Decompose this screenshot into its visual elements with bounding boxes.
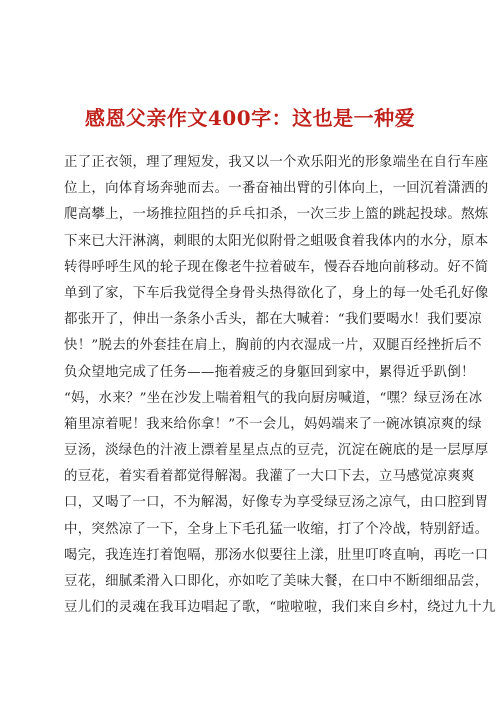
essay-line: 单到了家，下车后我觉得全身骨头热得欲化了，身上的每一处毛孔好像 [64,285,489,301]
essay-line: 口，又喝了一口，不为解渴，好像专为享受绿豆汤之凉气，由口腔到胃 [64,495,489,511]
essay-line: 下来已大汗淋漓，刺眼的太阳光似附骨之蛆吸食着我体内的水分，原本 [64,233,489,249]
essay-line: 快！”脱去的外套挂在肩上，胸前的内衣湿成一片，双腿百经挫折后不 [64,338,482,354]
essay-line: 正了正衣领，理了理短发，我又以一个欢乐阳光的形象端坐在自行车座 [64,155,489,170]
essay-line: 位上，向体育场奔驰而去。一番奋袖出臂的引体向上，一回沉着潇洒的 [64,181,489,197]
essay-line: 中，突然凉了一下，全身上下毛孔猛一收缩，打了个冷战，特别舒适。 [64,521,489,537]
essay-line: 豆儿们的灵魂在我耳边唱起了歌，“啦啦啦，我们来自乡村，绕过九十九 [64,600,496,616]
essay-line: 都张开了，伸出一条条小舌头，都在大喊着：“我们要喝水！我们要凉 [64,312,482,328]
essay-line: 豆花，细腻柔滑入口即化，亦如吃了美味大餐，在口中不断细细品尝， [64,574,489,589]
essay-line: 喝完，我连连打着饱嗝，那汤水似要往上漾，肚里叮咚直响，再吃一口 [64,547,489,563]
essay-line: 的豆花，着实看着都觉得解渴。我灌了一大口下去，立马感觉凉爽爽 [64,469,475,485]
essay-line: 转得呼呼生风的轮子现在像老牛拉着破车，慢吞吞地向前移动。好不简 [64,259,489,275]
essay-line: 爬高攀上，一场推拉阻挡的乒乓扣杀，一次三步上篮的跳起投球。熬炼 [64,207,489,223]
essay-line: “妈，水来？”坐在沙发上喘着粗气的我向厨房喊道，“嘿？绿豆汤在冰 [64,390,483,406]
essay-line: 箱里凉着呢！我来给你拿！”不一会儿，妈妈端来了一碗冰镇凉爽的绿 [64,416,482,432]
document-title: 感恩父亲作文400字：这也是一种爱 [84,106,416,130]
essay-line: 豆汤，淡绿色的汁液上漂着星星点点的豆壳，沉淀在碗底的是一层厚厚 [64,443,489,459]
essay-line: 负众望地完成了任务——拖着疲乏的身躯回到家中，累得近乎趴倒！ [64,364,475,380]
essay-body [64,150,496,621]
